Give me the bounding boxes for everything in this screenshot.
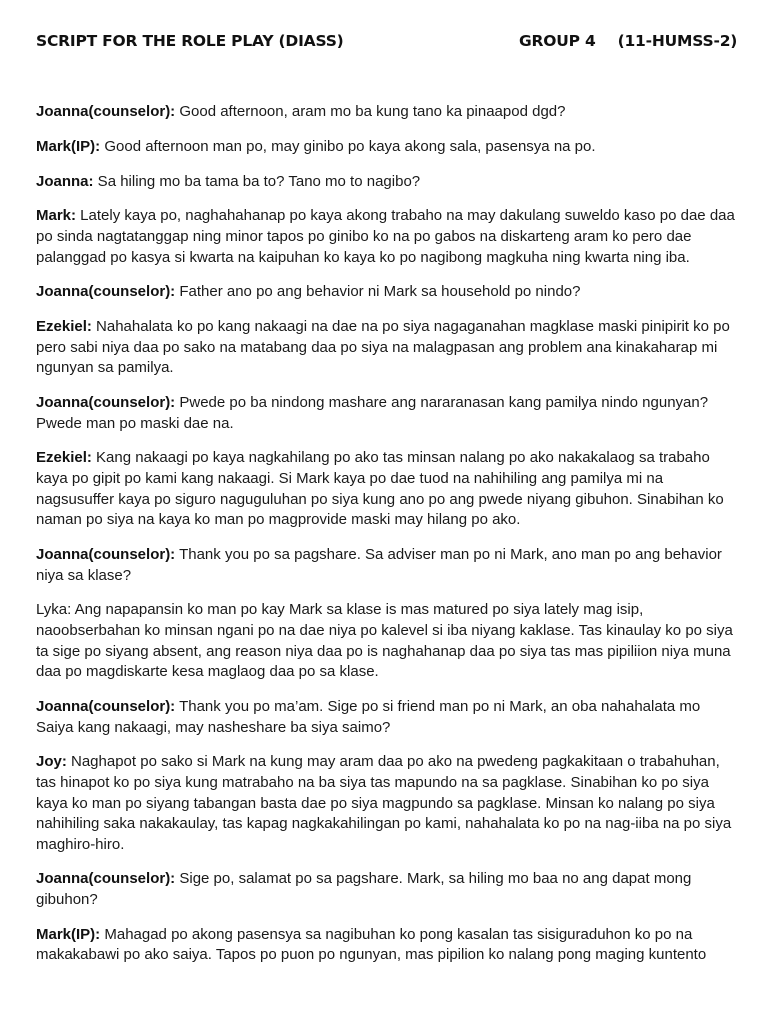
dialogue-text: Pwede po ba nindong mashare ang nararanasan kang pamilya nindo ngunyan? Pwede man po maski dae na. [36, 394, 709, 432]
dialogue-text: Mahagad po akong pasensya sa nagibuhan ko pong kasalan tas sisiguraduhon ko po na makakabawi po ako saiya. Tapos po puon po ngunyan, mas pipilion ko nalang pong maging kuntento [36, 925, 707, 964]
group-label [519, 32, 737, 50]
dialogue-line [36, 869, 736, 910]
speaker-name: Joanna(counselor): [36, 283, 176, 301]
dialogue-text: Thank you po ma’am. Sige po si friend man po ni Mark, an oba nahahalata mo Saiya kang nakaagi, may nasheshare ba siya saimo? [36, 697, 701, 736]
dialogue-line [36, 172, 736, 193]
dialogue-line [36, 282, 736, 303]
speaker-name: Joanna(counselor): [36, 546, 176, 563]
dialogue-line [36, 697, 736, 738]
speaker-name: Mark(IP): [36, 925, 101, 943]
dialogue-text: Good afternoon man po, may ginibo po kaya akong sala, pasensya na po. [100, 137, 596, 155]
dialogue-text: Sige po, salamat po sa pagshare. Mark, sa hiling mo baa no ang dapat mong gibuhon? [36, 870, 692, 909]
script-title: SCRIPT FOR THE ROLE PLAY (DIASS) [36, 32, 344, 50]
dialogue-line [36, 393, 736, 434]
dialogue-text: Sa hiling mo ba tama ba to? Tano mo to nagibo? [93, 172, 421, 190]
dialogue-line [36, 137, 736, 158]
dialogue-line [36, 600, 736, 682]
dialogue-line [36, 752, 736, 855]
dialogue-text: Kang nakaagi po kaya nagkahilang po ako tas minsan nalang po ako nakakalaog sa trabaho kaya po gipit po kami kang nakaagi. Si Mark kaya po dae tuod na nahihiling ang pamilya mi na nagsusuffer kaya po siguro naguguluhan po siya kung ano po ang pwede niyang gibuhon. Sinabihan ko naman po siya na kaya ko man po magprovide maski may hilang po ako. [36, 449, 724, 529]
dialogue-text: Nahahalata ko po kang nakaagi na dae na po siya nagaganahan magklase maski pinipirit ko po pero sabi niya daa po sako na matabang daa po siya na malagpasan ang problem ana kinakaharap mi ngunyan sa pamilya. [36, 318, 730, 377]
speaker-name: Joanna(counselor): [36, 870, 176, 888]
speaker-name: Ezekiel: [36, 449, 92, 467]
speaker-name: Joanna(counselor): [36, 697, 176, 715]
speaker-name: Joanna(counselor): [36, 103, 176, 120]
dialogue-line [36, 448, 736, 530]
dialogue-line [36, 317, 736, 379]
speaker-name: Mark: [36, 207, 77, 225]
dialogue-text: Lately kaya po, naghahahanap po kaya akong trabaho na may dakulang suweldo kaso po dae daa po sinda nagtatanggap ning minor tapos po ginibo ko na po gabos na diskarteng aram ko pero dae palanggad po kasya si kwarta na kaipuhan ko kaya ko po nagibong magkuha ning kwarta ning iba. [36, 207, 735, 266]
speaker-name: Mark(IP): [36, 137, 101, 155]
dialogue-text: Thank you po sa pagshare. Sa adviser man po ni Mark, ano man po ang behavior niya sa klase? [36, 546, 722, 584]
dialogue-line [36, 545, 736, 586]
dialogue-text: Good afternoon, aram mo ba kung tano ka pinaapod dgd? [175, 103, 566, 120]
class-section: (11-HUMSS-2) [617, 32, 738, 50]
script-body [36, 102, 736, 980]
speaker-name: Joanna: [36, 172, 94, 190]
dialogue-line [36, 102, 736, 123]
speaker-name: Ezekiel: [36, 318, 92, 336]
speaker-name: Joy: [36, 753, 67, 771]
dialogue-text: Lyka: Ang napapansin ko man po kay Mark sa klase is mas matured po siya lately mag isip, naoobserbahan ko minsan ngani po na dae niya po kalevel si iba niyang kaklase. Tas kinaulay ko po siya ta sige po siyang absent, ang reason niya daa po is naghahanap daa po siya tas mas pipiliion niya muna daa po magdiskarte kesa maglaog daa po sa klase. [36, 601, 733, 681]
speaker-name: Joanna(counselor): [36, 394, 176, 412]
group-number: GROUP 4 [519, 32, 596, 50]
dialogue-line [36, 925, 736, 966]
dialogue-text: Naghapot po sako si Mark na kung may aram daa po ako na pwedeng pagkakitaan o trabahuhan, tas hinapot ko po siya kung matrabaho na ba siya tas mapundo na sa pagklase. Sinabihan ko po siya kaya ko man po siyang tabangan basta dae po siya magpundo sa pagklase. Minsan ko nalang po siya nahihiling saka nakakaulay, tas kapag nagkakahilingan po kami, nahahalata ko po na nag-iiba na po siya maghiro-hiro. [36, 753, 732, 853]
dialogue-text: Father ano po ang behavior ni Mark sa household po nindo? [175, 283, 581, 301]
dialogue-line [36, 206, 736, 268]
